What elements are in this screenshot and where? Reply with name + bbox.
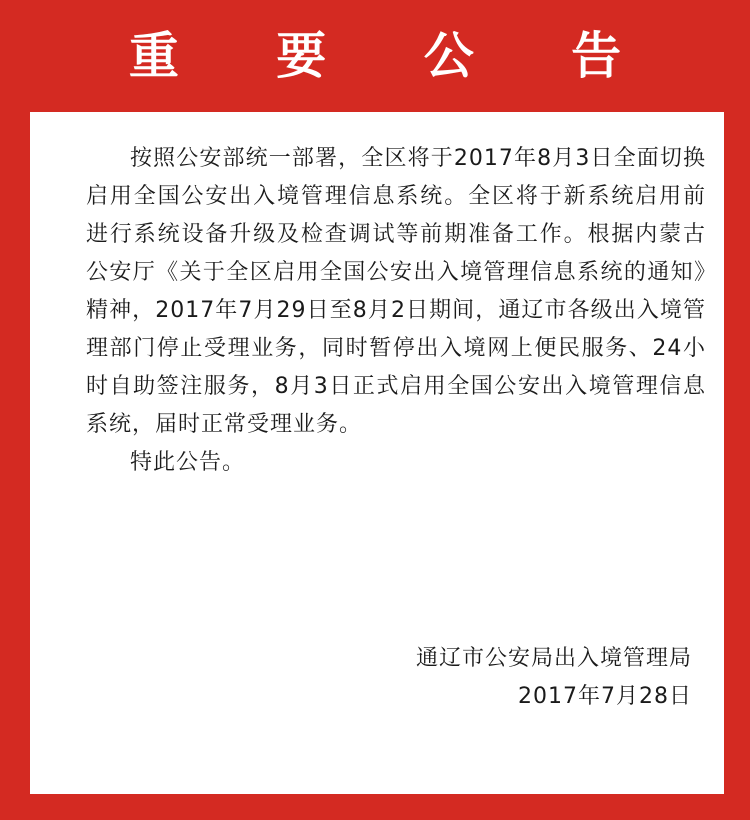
issue-date: 2017年7月28日 xyxy=(518,684,692,709)
notice-closing: 特此公告。 xyxy=(130,450,246,475)
notice-panel xyxy=(30,112,724,794)
notice-body xyxy=(86,140,706,482)
issuer-name: 通辽市公安局出入境管理局 xyxy=(415,646,692,671)
notice-signature xyxy=(416,640,692,716)
notice-paragraph: 按照公安部统一部署，全区将于2017年8月3日全面切换启用全国公安出入境管理信息系统。全区将于新系统启用前进行系统设备升级及检查调试等前期准备工作。根据内蒙古公安厅《关于全区启用全国公安出入境管理信息系统的通知》精神，2017年7月29日至8月2日期间，通辽市各级出入境管理部门停止受理业务，同时暂停出入境网上便民服务、24小时自助签注服务，8月3日正式启用全国公安出入境管理信息系统，届时正常受理业务。 xyxy=(86,146,706,437)
notice-title: 重 要 公 告 xyxy=(128,27,662,85)
